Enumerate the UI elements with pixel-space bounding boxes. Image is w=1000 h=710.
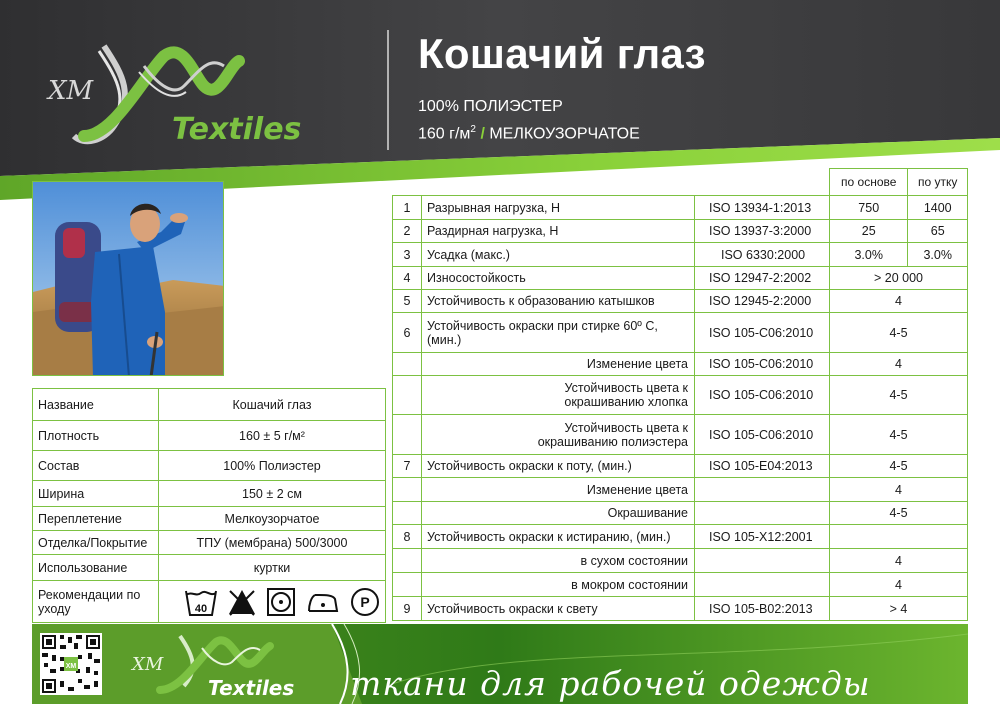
test-standard: ISO 105-C06:2010 (695, 313, 830, 353)
property-row (33, 451, 386, 481)
test-name: Усадка (макс.) (422, 243, 695, 267)
col-header-warp: по основе (830, 169, 908, 196)
test-number (393, 573, 422, 597)
dry-clean-p-icon (350, 587, 380, 617)
test-number: 9 (393, 597, 422, 621)
product-photo (32, 181, 224, 376)
col-header-weft: по утку (908, 169, 968, 196)
test-subname: в мокром состоянии (422, 573, 695, 597)
test-row (393, 525, 968, 549)
test-number: 2 (393, 220, 422, 243)
test-standard: ISO 12945-2:2000 (695, 290, 830, 313)
property-name: Использование (33, 555, 159, 581)
weave-text: МЕЛКОУЗОРЧАТОЕ (489, 125, 640, 143)
care-icons (164, 587, 380, 617)
product-heading (418, 30, 706, 143)
test-standard: ISO 6330:2000 (695, 243, 830, 267)
test-value: 4 (830, 549, 968, 573)
property-row (33, 507, 386, 531)
test-standard: ISO 105-B02:2013 (695, 597, 830, 621)
test-subname: в сухом состоянии (422, 549, 695, 573)
property-value: Кошачий глаз (159, 389, 386, 421)
property-value: 160 ± 5 г/м² (159, 421, 386, 451)
property-row (33, 389, 386, 421)
test-subname: Устойчивость цвета к окрашиванию полиэстера (422, 415, 695, 455)
test-number (393, 478, 422, 502)
property-row-care (33, 581, 386, 623)
test-standard: ISO 13937-3:2000 (695, 220, 830, 243)
property-row (33, 531, 386, 555)
test-standard: ISO 105-E04:2013 (695, 455, 830, 478)
test-number: 4 (393, 267, 422, 290)
test-subrow (393, 376, 968, 415)
property-name: Ширина (33, 481, 159, 507)
test-name: Устойчивость окраски при стирке 60º С, (мин.) (422, 313, 695, 353)
qr-code[interactable] (40, 633, 102, 695)
property-name: Отделка/Покрытие (33, 531, 159, 555)
test-value: 4-5 (830, 415, 968, 455)
separator-slash: / (480, 125, 485, 143)
property-row (33, 481, 386, 507)
test-number: 7 (393, 455, 422, 478)
test-value: > 4 (830, 597, 968, 621)
test-name: Раздирная нагрузка, Н (422, 220, 695, 243)
weight-weave-line (418, 124, 706, 143)
footer-logo-xm-text: XM (132, 654, 164, 675)
test-row (393, 220, 968, 243)
test-subrow (393, 478, 968, 502)
property-value: 150 ± 2 см (159, 481, 386, 507)
qr-code-pattern (40, 633, 102, 695)
test-value-warp: 3.0% (830, 243, 908, 267)
test-standard: ISO 105-C06:2010 (695, 353, 830, 376)
property-name: Рекомендации по уходу (33, 581, 159, 623)
property-name: Переплетение (33, 507, 159, 531)
test-subname: Окрашивание (422, 502, 695, 525)
test-value: 4-5 (830, 502, 968, 525)
test-subrow (393, 415, 968, 455)
test-value-weft: 1400 (908, 196, 968, 220)
test-value-warp: 25 (830, 220, 908, 243)
header-blank-cell (393, 169, 830, 196)
footer-banner (32, 624, 968, 704)
test-standard: ISO 105-C06:2010 (695, 376, 830, 415)
property-name: Плотность (33, 421, 159, 451)
test-value (830, 525, 968, 549)
property-row (33, 421, 386, 451)
qr-logo-badge: XM (65, 663, 77, 670)
brand-logo (44, 36, 304, 156)
test-standard (695, 478, 830, 502)
weight-text: 160 г/м (418, 125, 471, 143)
test-number: 6 (393, 313, 422, 353)
test-name: Разрывная нагрузка, Н (422, 196, 695, 220)
test-subrow (393, 549, 968, 573)
property-value: ТПУ (мембрана) 500/3000 (159, 531, 386, 555)
test-number (393, 353, 422, 376)
test-row (393, 597, 968, 621)
property-value: Мелкоузорчатое (159, 507, 386, 531)
test-row (393, 290, 968, 313)
test-subrow (393, 353, 968, 376)
footer-slogan: ткани для рабочей одежды (350, 664, 871, 703)
test-number (393, 549, 422, 573)
composition-line: 100% ПОЛИЭСТЕР (418, 98, 563, 115)
test-header-row (393, 169, 968, 196)
footer-logo-textiles-text: Textiles (208, 676, 295, 700)
test-subrow (393, 502, 968, 525)
test-value: 4-5 (830, 455, 968, 478)
logo-xm-text: XM (48, 76, 94, 106)
test-standard (695, 502, 830, 525)
properties-table (32, 388, 386, 623)
test-standard: ISO 105-C06:2010 (695, 415, 830, 455)
wash-40-icon (184, 587, 218, 617)
test-name: Устойчивость окраски к истиранию, (мин.) (422, 525, 695, 549)
test-row (393, 313, 968, 353)
test-number: 5 (393, 290, 422, 313)
logo-textiles-text: Textiles (172, 112, 302, 147)
test-value: > 20 000 (830, 267, 968, 290)
test-name: Устойчивость окраски к свету (422, 597, 695, 621)
property-row (33, 555, 386, 581)
test-number: 3 (393, 243, 422, 267)
test-number: 8 (393, 525, 422, 549)
test-subname: Изменение цвета (422, 478, 695, 502)
test-row (393, 267, 968, 290)
test-results-table (392, 168, 968, 621)
test-subname: Изменение цвета (422, 353, 695, 376)
test-name: Устойчивость к образованию катышков (422, 290, 695, 313)
wash-temp-label: 40 (194, 602, 208, 615)
weight-superscript: 2 (470, 124, 476, 135)
test-value: 4-5 (830, 313, 968, 353)
test-subname: Устойчивость цвета к окрашиванию хлопка (422, 376, 695, 415)
test-value: 4-5 (830, 376, 968, 415)
care-icons-cell (159, 581, 386, 623)
test-value-weft: 3.0% (908, 243, 968, 267)
svg-text:P: P (360, 593, 370, 610)
test-standard (695, 573, 830, 597)
test-name: Устойчивость окраски к поту, (мин.) (422, 455, 695, 478)
test-name: Износостойкость (422, 267, 695, 290)
test-number (393, 502, 422, 525)
test-standard: ISO 105-X12:2001 (695, 525, 830, 549)
test-row (393, 243, 968, 267)
test-number (393, 376, 422, 415)
test-value: 4 (830, 478, 968, 502)
property-name: Состав (33, 451, 159, 481)
test-standard (695, 549, 830, 573)
property-value: 100% Полиэстер (159, 451, 386, 481)
test-row (393, 455, 968, 478)
test-standard: ISO 12947-2:2002 (695, 267, 830, 290)
test-value-weft: 65 (908, 220, 968, 243)
test-number: 1 (393, 196, 422, 220)
hiker-photo-illustration (33, 182, 224, 376)
test-row (393, 196, 968, 220)
iron-low-icon (305, 589, 341, 615)
test-value: 4 (830, 290, 968, 313)
tumble-dry-icon (266, 587, 296, 617)
no-bleach-icon (227, 588, 257, 616)
test-value: 4 (830, 573, 968, 597)
property-value: куртки (159, 555, 386, 581)
test-value-warp: 750 (830, 196, 908, 220)
property-name: Название (33, 389, 159, 421)
footer-logo (132, 632, 322, 702)
test-value: 4 (830, 353, 968, 376)
test-number (393, 415, 422, 455)
test-standard: ISO 13934-1:2013 (695, 196, 830, 220)
test-subrow (393, 573, 968, 597)
page-title: Кошачий глаз (418, 30, 706, 77)
